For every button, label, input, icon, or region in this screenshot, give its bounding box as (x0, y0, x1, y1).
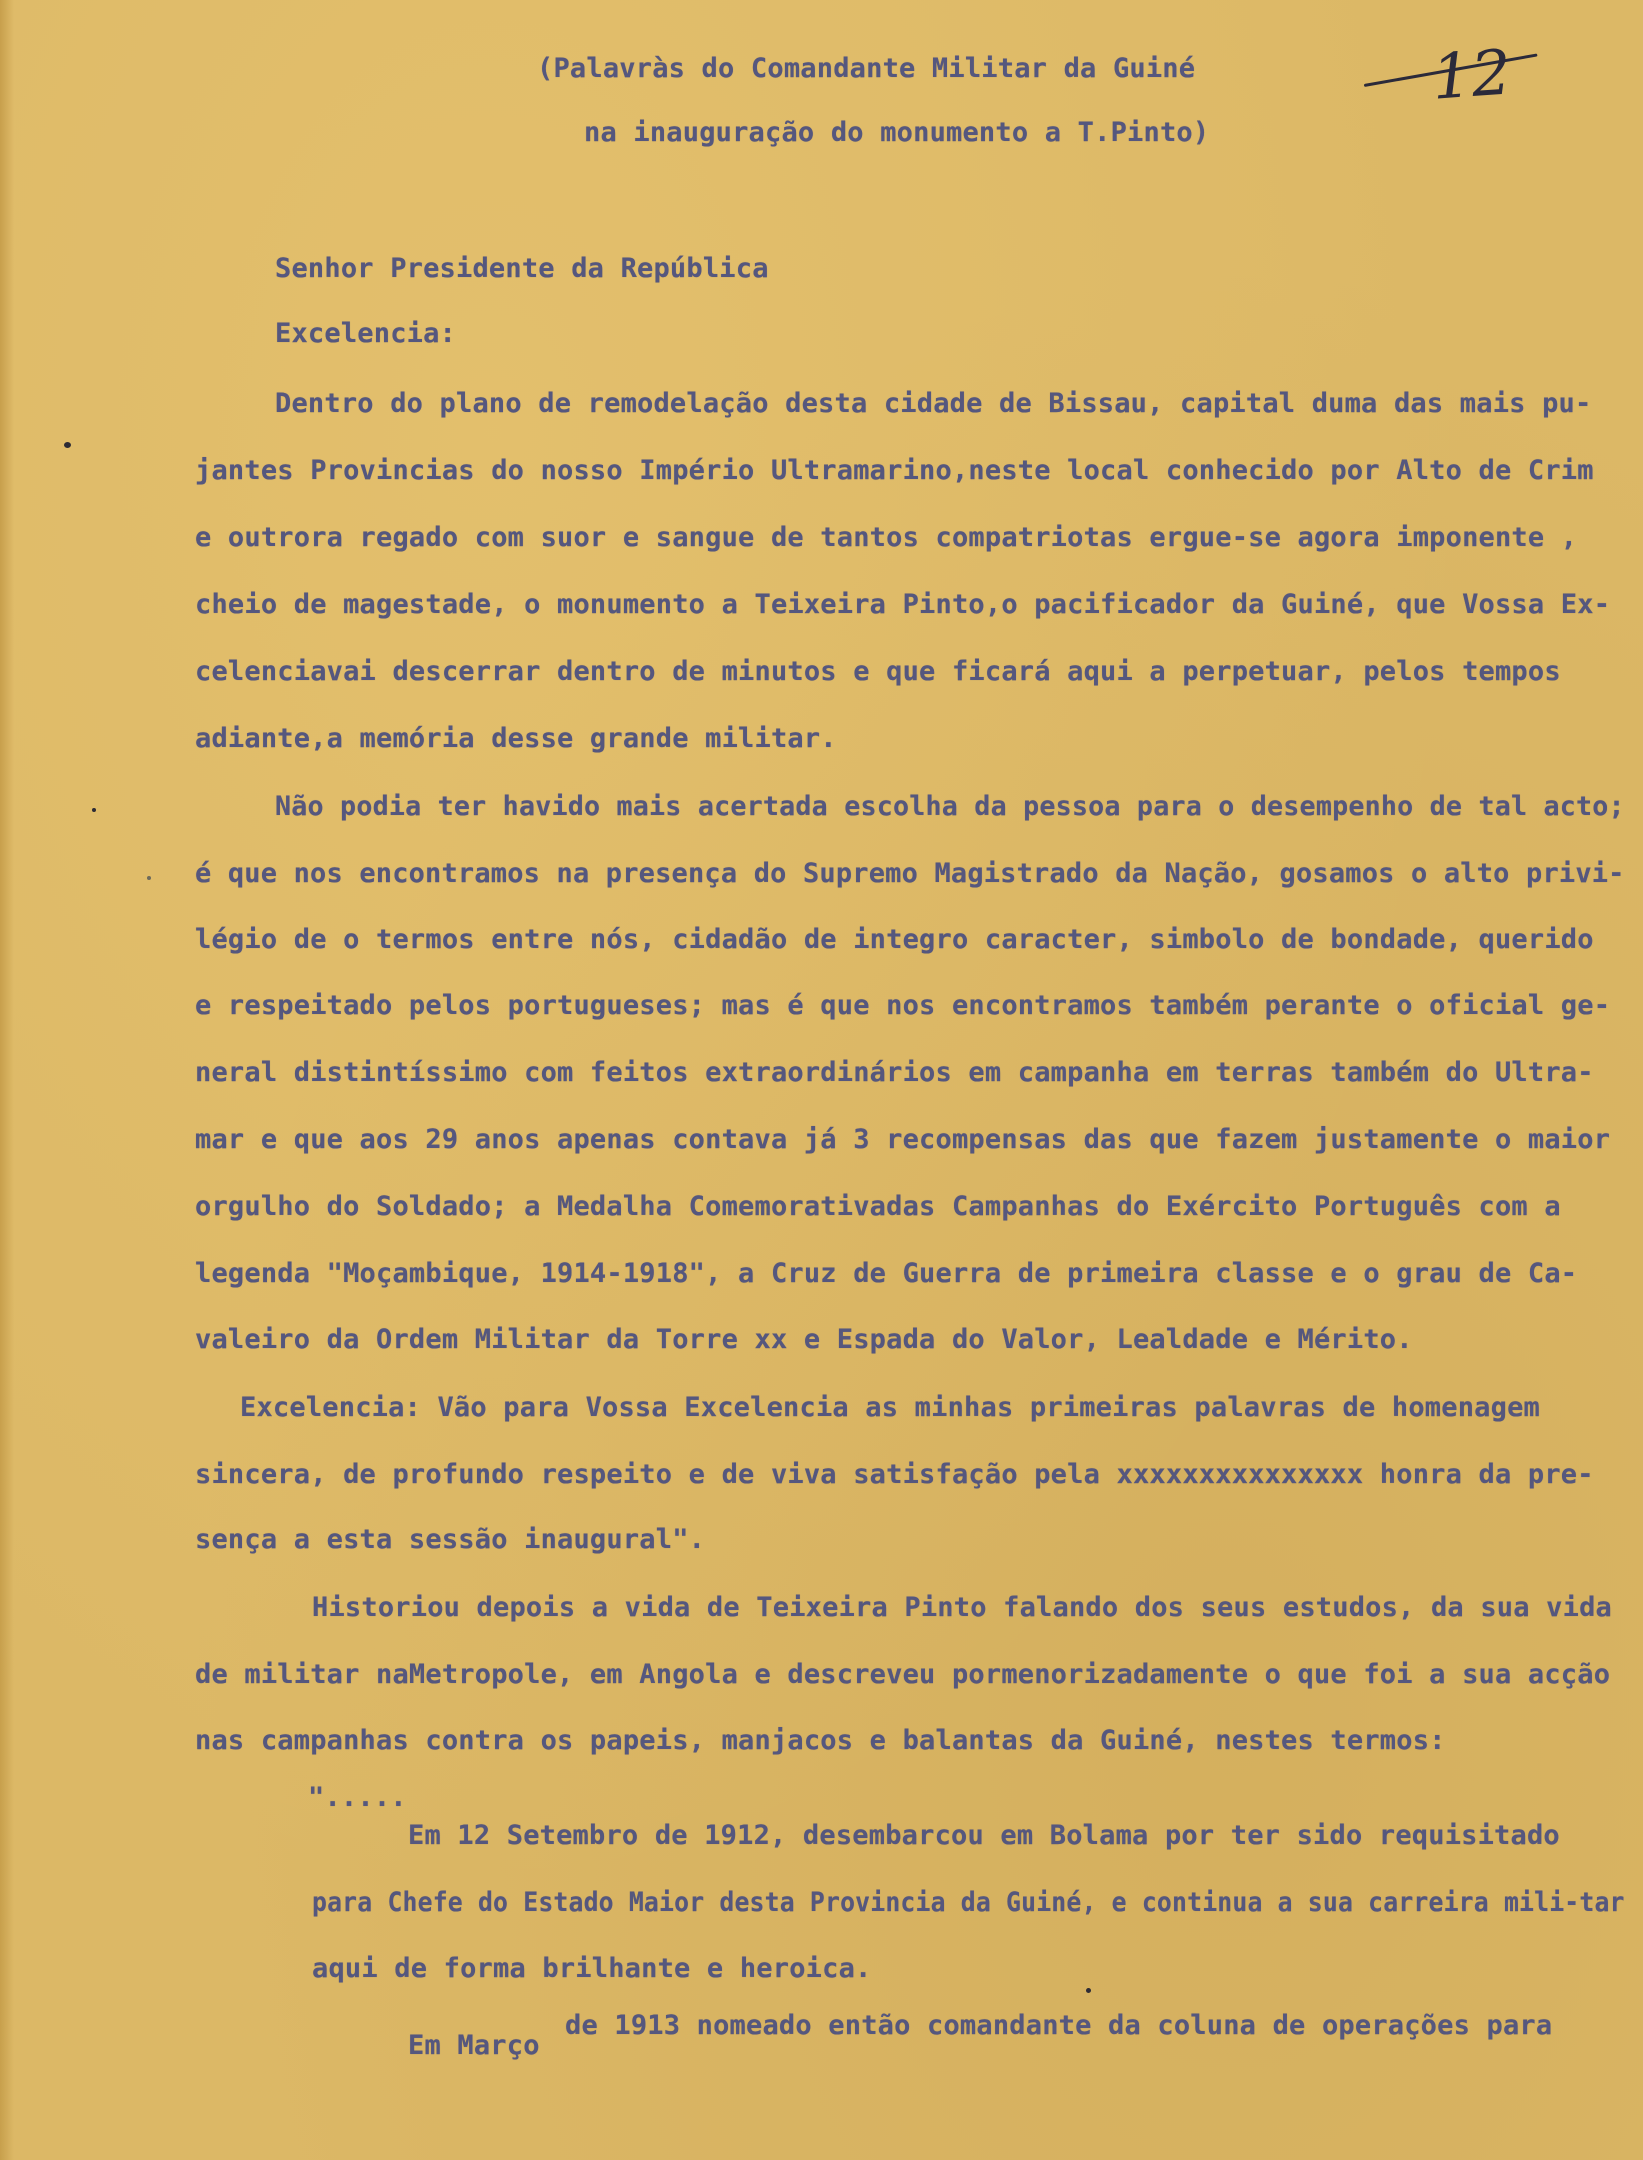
body-line: valeiro da Ordem Militar da Torre xx e Espada do Valor, Lealdade e Mérito. (195, 1324, 1413, 1355)
body-line: neral distintíssimo com feitos extraordinários em campanha em terras também do Ultra- (195, 1057, 1594, 1088)
body-line: Historiou depois a vida de Teixeira Pinto falando dos seus estudos, da sua vida (312, 1592, 1612, 1623)
body-line: légio de o termos entre nós, cidadão de integro caracter, simbolo de bondade, querido (195, 924, 1594, 955)
header-line-1: (Palavràs do Comandante Militar da Guiné (537, 53, 1196, 84)
body-line: legenda "Moçambique, 1914-1918", a Cruz de Guerra de primeira classe e o grau de Ca- (195, 1258, 1578, 1289)
body-line: orgulho do Soldado; a Medalha Comemorativadas Campanhas do Exército Português com a (195, 1191, 1561, 1222)
salutation-addressee: Senhor Presidente da República (275, 253, 769, 284)
body-line: aqui de forma brilhante e heroica. (312, 1953, 872, 1984)
body-line: mar e que aos 29 anos apenas contava já 3 recompensas das que fazem justamente o maior (195, 1124, 1611, 1155)
body-line: Em 12 Setembro de 1912, desembarcou em Bolama por ter sido requisitado (408, 1820, 1560, 1851)
body-line: nas campanhas contra os papeis, manjacos e balantas da Guiné, nestes termos: (195, 1725, 1446, 1756)
body-line: para Chefe do Estado Maior desta Provincia da Guiné, e continua a sua carreira mili-tar (312, 1887, 1625, 1918)
body-line: adiante,a memória desse grande militar. (195, 723, 837, 754)
body-line: celenciavai descerrar dentro de minutos e que ficará aqui a perpetuar, pelos tempos (195, 656, 1561, 687)
page-number: 12 (1429, 35, 1514, 114)
quote-open: "..... (308, 1782, 407, 1813)
salutation-greeting: Excelencia: (275, 318, 457, 349)
ink-speck (147, 876, 151, 880)
body-line: jantes Provincias do nosso Império Ultramarino,neste local conhecido por Alto de Crim (195, 455, 1594, 486)
ink-speck (64, 442, 71, 448)
body-line: Não podia ter havido mais acertada escolha da pessoa para o desempenho de tal acto; (275, 791, 1625, 822)
body-line: sença a esta sessão inaugural". (195, 1524, 706, 1555)
body-line: Em Março (408, 2030, 540, 2061)
body-line: de militar naMetropole, em Angola e descreveu pormenorizadamente o que foi a sua acção (195, 1659, 1611, 1690)
body-line: cheio de magestade, o monumento a Teixeira Pinto,o pacificador da Guiné, que Vossa Ex- (195, 589, 1611, 620)
ink-speck (1086, 1988, 1091, 1993)
page-edge-shadow (0, 0, 14, 2160)
body-line: e outrora regado com suor e sangue de tantos compatriotas ergue-se agora imponente , (195, 522, 1578, 553)
body-line: e respeitado pelos portugueses; mas é que nos encontramos também perante o oficial ge- (195, 990, 1611, 1021)
header-line-2: na inauguração do monumento a T.Pinto) (584, 117, 1210, 148)
body-line: de 1913 nomeado então comandante da coluna de operações para (565, 2010, 1553, 2041)
body-line: Dentro do plano de remodelação desta cidade de Bissau, capital duma das mais pu- (275, 388, 1592, 419)
body-line: Excelencia: Vão para Vossa Excelencia as minhas primeiras palavras de homenagem (240, 1392, 1540, 1423)
ink-speck (92, 808, 96, 812)
body-line: sincera, de profundo respeito e de viva satisfação pela xxxxxxxxxxxxxxx honra da pre- (195, 1459, 1594, 1490)
body-line: é que nos encontramos na presença do Supremo Magistrado da Nação, gosamos o alto privi- (195, 858, 1625, 889)
